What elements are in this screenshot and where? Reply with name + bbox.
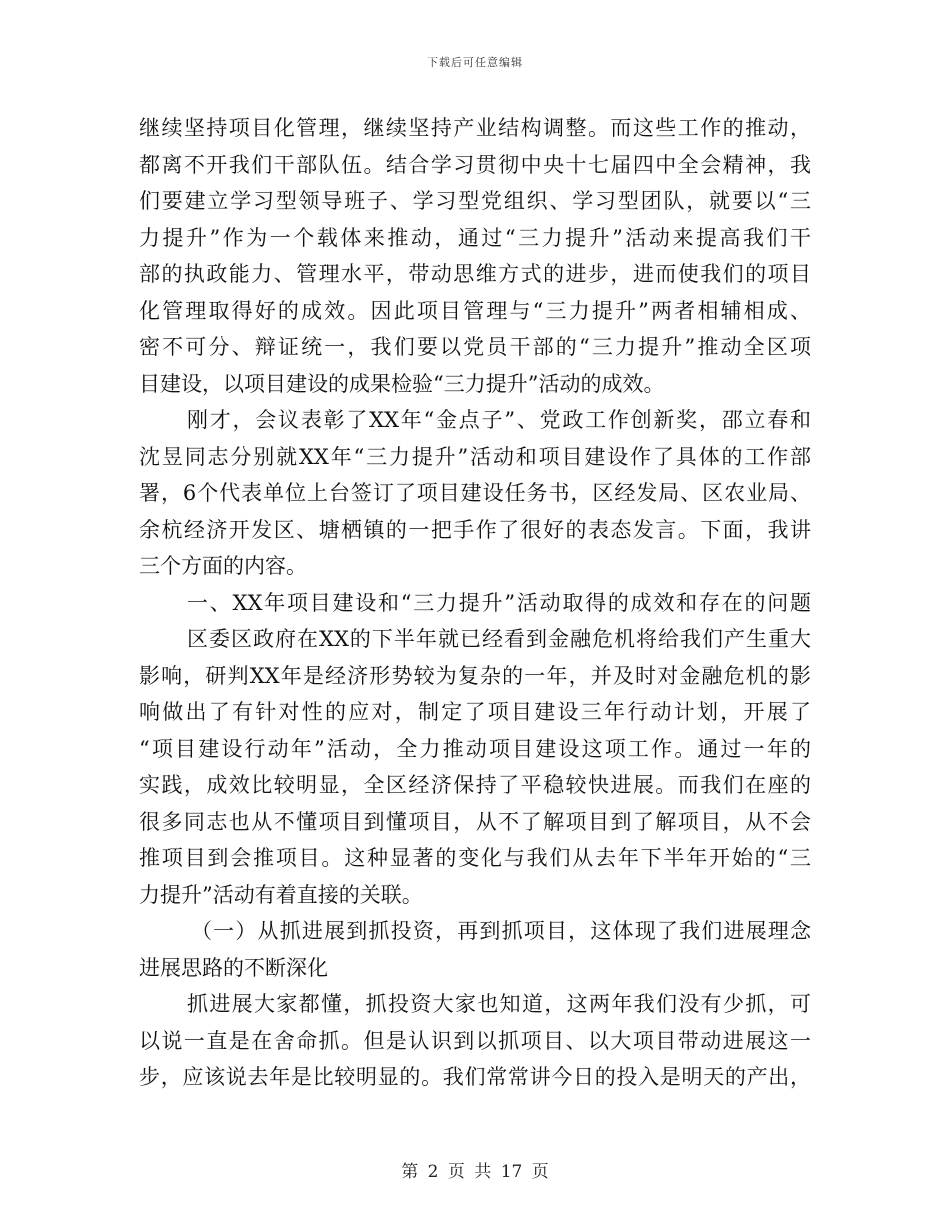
section-heading: 一、XX年项目建设和“三力提升”活动取得的成效和存在的问题 — [187, 590, 811, 615]
text-line: 部的执政能力、管理水平，带动思维方式的进步，进而使我们的项目 — [139, 262, 811, 286]
text-line: 余杭经济开发区、塘栖镇的一把手作了很好的表态发言。下面，我讲 — [139, 517, 811, 542]
paragraph-start-line: 抓进展大家都懂，抓投资大家也知道，这两年我们没有少抓，可 — [187, 992, 811, 1016]
text-line: 力提升”活动有着直接的关联。 — [139, 882, 423, 907]
text-line: 推项目到会推项目。这种显著的变化与我们从去年下半年开始的“三 — [139, 846, 811, 870]
paragraph-start-line: 区委区政府在XX的下半年就已经看到金融危机将给我们产生重大 — [187, 627, 811, 651]
text-line: 三个方面的内容。 — [139, 554, 307, 578]
text-line: 实践，成效比较明显，全区经济保持了平稳较快进展。而我们在座的 — [139, 773, 811, 797]
text-line: 力提升”作为一个载体来推动，通过“三力提升”活动来提高我们干 — [139, 225, 811, 250]
text-line: 都离不开我们干部队伍。结合学习贯彻中央十七届四中全会精神，我 — [139, 152, 811, 177]
page-header: 下载后可任意编辑 — [427, 56, 523, 69]
text-line: 沈昱同志分别就XX年“三力提升”活动和项目建设作了具体的工作部 — [139, 444, 811, 469]
text-line: 以说一直是在舍命抓。但是认识到以抓项目、以大项目带动进展这一 — [139, 1028, 811, 1053]
text-line: 署，6个代表单位上台签订了项目建设任务书，区经发局、区农业局、 — [139, 481, 811, 505]
text-line: 很多同志也从不懂项目到懂项目，从不了解项目到了解项目，从不会 — [139, 809, 811, 834]
page-number: 第 2 页 共 17 页 — [401, 1162, 549, 1182]
text-line: 响做出了有针对性的应对，制定了项目建设三年行动计划，开展了 — [139, 700, 811, 724]
paragraph-start-line: 刚才，会议表彰了XX年“金点子”、党政工作创新奖，邵立春和 — [187, 408, 811, 432]
text-line: “项目建设行动年”活动，全力推动项目建设这项工作。通过一年的 — [139, 736, 811, 761]
text-line: 目建设，以项目建设的成果检验“三力提升”活动的成效。 — [139, 371, 665, 396]
subsection-heading: （一）从抓进展到抓投资，再到抓项目，这体现了我们进展理念 — [191, 919, 811, 943]
text-line: 步，应该说去年是比较明显的。我们常常讲今日的投入是明天的产出， — [139, 1065, 811, 1089]
text-line: 化管理取得好的成效。因此项目管理与“三力提升”两者相辅相成、 — [139, 298, 811, 323]
document-body — [139, 110, 811, 1096]
text-line: 们要建立学习型领导班子、学习型党组织、学习型团队，就要以“三 — [139, 189, 811, 213]
subsection-heading-continued: 进展思路的不断深化 — [139, 955, 328, 980]
text-line: 影响，研判XX年是经济形势较为复杂的一年，并及时对金融危机的影 — [139, 663, 811, 688]
text-line: 继续坚持项目化管理，继续坚持产业结构调整。而这些工作的推动， — [139, 116, 811, 140]
text-line: 密不可分、辩证统一，我们要以党员干部的“三力提升”推动全区项 — [139, 335, 811, 359]
